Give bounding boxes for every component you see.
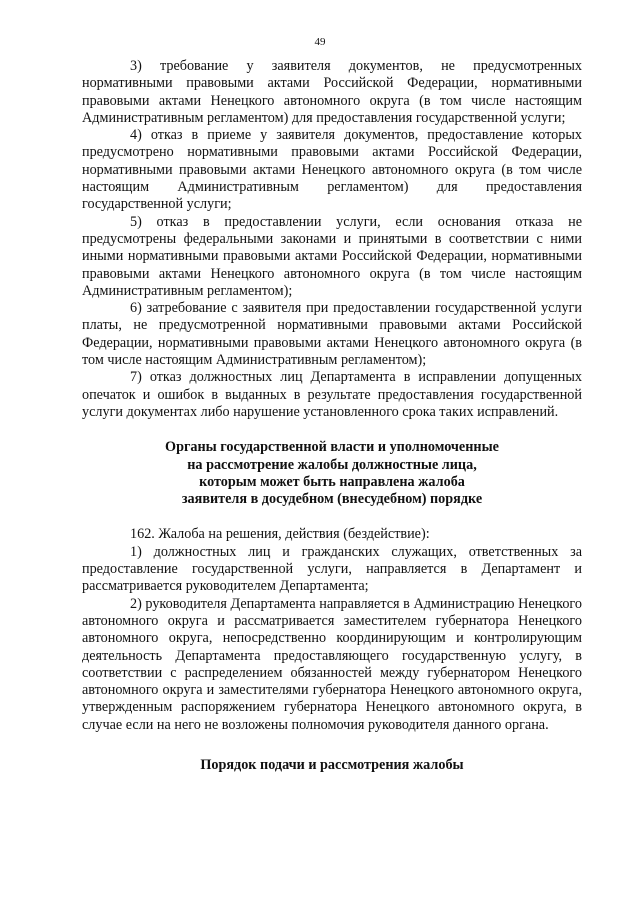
section-heading-line: Органы государственной власти и уполномоченные [165, 439, 499, 456]
final-heading: Порядок подачи и рассмотрения жалобы [200, 756, 464, 773]
list-item-7: 7) отказ должностных лиц Департамента в исправлении допущенных опечаток и ошибок в выданных в результате предоставления государственной услуги документах либо нарушение установленного срока таких исправлений. [82, 369, 582, 420]
section-heading-line: на рассмотрение жалобы должностные лица, [187, 456, 477, 473]
list-item-5: 5) отказ в предоставлении услуги, если основания отказа не предусмотрены федеральными законами и принятыми в соответствии с ними иными нормативными правовыми актами Российской Федерации, нормативными правовыми актами Ненецкого автономного округа (в том числе настоящим Административным регламентом); [82, 213, 582, 299]
list-item-6: 6) затребование с заявителя при предоставлении государственной услуги платы, не предусмотренной нормативными правовыми актами Российской Федерации, нормативными правовыми актами Ненецкого автономного округа (в том числе настоящим Административным регламентом); [82, 300, 582, 369]
page-number: 49 [314, 36, 326, 48]
page-content [82, 58, 582, 774]
clause-162-item-2: 2) руководителя Департамента направляется в Администрацию Ненецкого автономного округа и рассматривается заместителем губернатора Ненецкого автономного округа, непосредственно координирующим и контролирующим деятельность Департамента предоставляющего государственную услугу, в соответствии с распределением обязанностей между губернатором Ненецкого автономного округа и заместителями губернатора Ненецкого автономного округа, утвержденным распоряжением губернатора Ненецкого автономного округа, в случае если на него не возложены полномочия руководителя данного органа. [82, 595, 582, 733]
section-heading-line: которым может быть направлена жалоба [199, 473, 465, 490]
section-heading-line: заявителя в досудебном (внесудебном) порядке [181, 491, 483, 508]
section-heading [82, 439, 582, 508]
clause-162-item-1: 1) должностных лиц и гражданских служащих, ответственных за предоставление государственной услуги, направляется в Департамент и рассматривается руководителем Департамента; [82, 543, 582, 595]
list-item-3: 3) требование у заявителя документов, не предусмотренных нормативными правовыми актами Российской Федерации, нормативными правовыми актами Ненецкого автономного округа (в том числе настоящим Административным регламентом) для предоставления государственной услуги; [82, 58, 582, 126]
list-item-4: 4) отказ в приеме у заявителя документов, предоставление которых предусмотрено нормативными правовыми актами Российской Федерации, нормативными правовыми актами Ненецкого автономного округа (в том числе настоящим Административным регламентом) для предоставления государственной услуги; [82, 127, 582, 213]
clause-162-intro: 162. Жалоба на решения, действия (бездействие): [130, 526, 430, 543]
